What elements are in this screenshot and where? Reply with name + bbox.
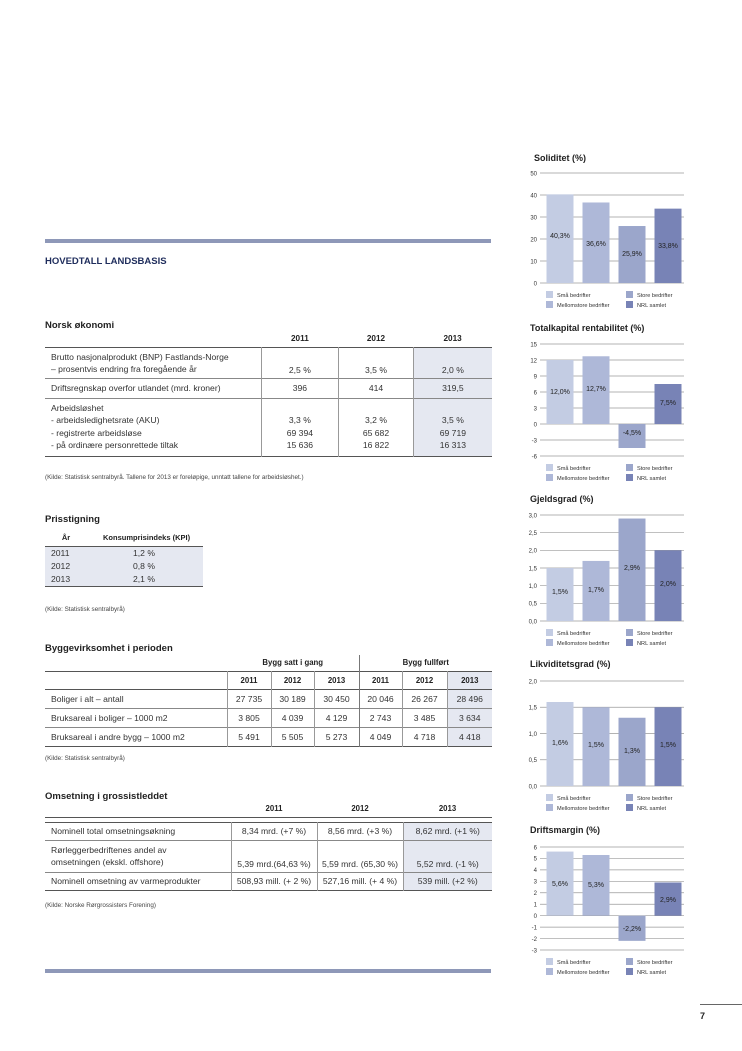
table-row	[45, 708, 492, 727]
row-label: Bruksareal i andre bygg – 1000 m2	[51, 731, 185, 742]
cell: 8,34 mrd. (+7 %)	[231, 822, 317, 840]
cell: 8,56 mrd. (+3 %)	[317, 822, 403, 840]
cell: 27 735	[227, 689, 271, 708]
legend-label: Små bedrifter	[557, 631, 591, 637]
cell: 3,5 %	[339, 347, 414, 378]
data-label: 1,5%	[588, 742, 604, 749]
tick-label: 6	[533, 390, 537, 397]
cell: 539 mill. (+2 %)	[403, 872, 492, 890]
legend-label: Mellomstore bedrifter	[557, 641, 610, 647]
tick-label: 3,0	[528, 513, 537, 520]
bygg-title: Byggevirksomhet i perioden	[45, 643, 173, 654]
cell: 4 129	[314, 708, 359, 727]
bygg-table	[45, 655, 492, 747]
year-header: 2011	[291, 334, 309, 344]
norsk-okonomi-table	[45, 327, 492, 457]
year-cell: 2011	[45, 546, 87, 559]
row-label: Rørleggerbedriftenes andel av	[51, 844, 167, 855]
likviditetsgrad-chart	[520, 674, 700, 814]
omsetning-table	[45, 800, 492, 891]
header-rule	[45, 239, 491, 243]
tick-label: 50	[530, 171, 537, 178]
group-header-completed: Bygg fullført	[359, 655, 492, 671]
tick-label: -2	[531, 936, 537, 943]
data-label: 7,5%	[660, 400, 676, 407]
cell: 2 743	[359, 708, 402, 727]
table-row	[45, 727, 492, 746]
tick-label: -1	[531, 925, 537, 932]
cell: 20 046	[359, 689, 402, 708]
kpi-cell: 2,1 %	[87, 572, 203, 586]
row-label: – prosentvis endring fra foregående år	[51, 363, 197, 374]
cell: 69 719	[439, 427, 467, 438]
cell: 16 313	[439, 440, 467, 450]
legend-label: Mellomstore bedrifter	[557, 476, 610, 482]
table-row	[45, 872, 492, 890]
cell: 5 505	[271, 727, 314, 746]
source-note: (Kilde: Norske Rørgrossisters Forening)	[45, 902, 156, 909]
tick-label: 3	[533, 879, 537, 886]
table-row	[45, 840, 492, 872]
cell: 8,62 mrd. (+1 %)	[403, 822, 492, 840]
legend-label: Mellomstore bedrifter	[557, 970, 610, 976]
legend-swatch	[546, 301, 553, 308]
year-header: 2011	[265, 803, 283, 813]
omsetning-title: Omsetning i grossistleddet	[45, 791, 168, 802]
row-label: Brutto nasjonalprodukt (BNP) Fastlands-Norge	[51, 351, 229, 362]
cell: 69 394	[286, 427, 314, 438]
year-header: 2011	[359, 671, 402, 689]
tick-label: -3	[531, 948, 537, 955]
row-label: - registrerte arbeidsløse	[51, 427, 142, 438]
legend-swatch	[546, 639, 553, 646]
legend-swatch	[546, 464, 553, 471]
legend-swatch	[626, 968, 633, 975]
chart-title: Gjeldsgrad (%)	[530, 494, 594, 504]
tick-label: 1,5	[528, 566, 537, 573]
tick-label: 40	[530, 193, 537, 200]
rentabilitet-chart	[520, 337, 700, 482]
source-note: (Kilde: Statistisk sentralbyrå)	[45, 606, 125, 613]
data-label: 25,9%	[622, 251, 642, 258]
cell: 414	[339, 378, 414, 398]
legend-swatch	[626, 301, 633, 308]
cell: 3 485	[402, 708, 447, 727]
data-label: 2,0%	[660, 581, 676, 588]
legend-label: NRL samlet	[637, 303, 667, 309]
kpi-cell: 0,8 %	[87, 559, 203, 572]
tick-label: 1,5	[528, 705, 537, 712]
row-label: Bruksareal i boliger – 1000 m2	[51, 712, 168, 723]
cell: 65 682	[362, 427, 390, 438]
cell: 3,3 %	[288, 415, 311, 425]
legend-label: NRL samlet	[637, 476, 667, 482]
year-cell: 2013	[45, 572, 87, 586]
prisstigning-title: Prisstigning	[45, 514, 100, 525]
cell: 4 049	[359, 727, 402, 746]
data-label: 1,6%	[552, 740, 568, 747]
cell: 3,5 %	[441, 415, 464, 425]
cell: 508,93 mill. (+ 2 %)	[231, 872, 317, 890]
cell: 3 805	[227, 708, 271, 727]
cell: 4 718	[402, 727, 447, 746]
row-label: Nominell omsetning av varmeprodukter	[51, 876, 201, 886]
tick-label: 15	[530, 342, 537, 349]
cell: 4 418	[447, 727, 492, 746]
data-label: 5,6%	[552, 881, 568, 888]
row-label: Arbeidsløshet	[51, 402, 104, 413]
legend-label: Små bedrifter	[557, 466, 591, 472]
year-header: 2013	[314, 671, 359, 689]
year-header: 2012	[351, 803, 369, 813]
data-label: 2,9%	[624, 565, 640, 572]
legend-label: Små bedrifter	[557, 293, 591, 299]
cell: 30 450	[314, 689, 359, 708]
row-label: Driftsregnskap overfor utlandet (mrd. kroner)	[51, 383, 221, 393]
tick-label: 4	[533, 868, 537, 875]
tick-label: 5	[533, 856, 537, 863]
cell: 527,16 mill. (+ 4 %)	[317, 872, 403, 890]
year-col-header: År	[61, 533, 71, 543]
tick-label: 1,0	[528, 731, 537, 738]
year-header: 2011	[227, 671, 271, 689]
tick-label: 0	[533, 281, 537, 288]
tick-label: 9	[533, 374, 537, 381]
data-label: 1,5%	[552, 589, 568, 596]
tick-label: 0	[533, 913, 537, 920]
tick-label: 10	[530, 259, 537, 266]
cell: 30 189	[271, 689, 314, 708]
legend-label: Store bedrifter	[637, 631, 673, 637]
data-label: -4,5%	[622, 430, 642, 437]
legend-swatch	[546, 958, 553, 965]
data-label: 12,7%	[586, 386, 606, 393]
table-row	[45, 572, 203, 586]
tick-label: 12	[530, 358, 537, 365]
driftsmargin-chart	[520, 840, 700, 980]
legend-label: NRL samlet	[637, 806, 667, 812]
kpi-cell: 1,2 %	[87, 546, 203, 559]
legend-swatch	[626, 639, 633, 646]
tick-label: -3	[531, 438, 537, 445]
cell: 2,0 %	[413, 347, 492, 378]
tick-label: 1	[533, 902, 537, 909]
year-header: 2012	[271, 671, 314, 689]
tick-label: 0,0	[528, 619, 537, 626]
tick-label: 2,0	[528, 548, 537, 555]
data-label: 1,5%	[660, 742, 676, 749]
year-header: 2013	[443, 334, 462, 344]
legend-swatch	[626, 794, 633, 801]
year-header: 2012	[402, 671, 447, 689]
legend-label: Mellomstore bedrifter	[557, 303, 610, 309]
cell: 28 496	[447, 689, 492, 708]
cell: 16 822	[362, 440, 390, 450]
data-label: 40,3%	[550, 233, 570, 240]
tick-label: 1,0	[528, 583, 537, 590]
cell: 5 273	[314, 727, 359, 746]
tick-label: 2,5	[528, 530, 537, 537]
legend-swatch	[546, 474, 553, 481]
legend-swatch	[626, 804, 633, 811]
cell: 15 636	[286, 440, 314, 450]
tick-label: 3	[533, 406, 537, 413]
chart-title: Driftsmargin (%)	[530, 825, 601, 835]
legend-swatch	[546, 629, 553, 636]
norsk-okonomi-title: Norsk økonomi	[45, 320, 115, 331]
cell: 3 634	[447, 708, 492, 727]
legend-label: NRL samlet	[637, 641, 667, 647]
cell: 5,52 mrd. (-1 %)	[403, 840, 492, 872]
data-label: 36,6%	[586, 241, 606, 248]
cell: 396	[261, 378, 339, 398]
footer-rule	[45, 969, 491, 973]
tick-label: -6	[531, 454, 537, 461]
legend-label: Store bedrifter	[637, 466, 673, 472]
row-label: Nominell total omsetningsøkning	[51, 826, 176, 836]
cell: 26 267	[402, 689, 447, 708]
tick-label: 0,5	[528, 601, 537, 608]
legend-label: Små bedrifter	[557, 960, 591, 966]
legend-swatch	[626, 629, 633, 636]
legend-swatch	[626, 291, 633, 298]
legend-swatch	[546, 794, 553, 801]
table-row	[45, 822, 492, 840]
cell: 5 491	[227, 727, 271, 746]
year-header: 2012	[366, 334, 386, 344]
legend-label: Store bedrifter	[637, 796, 673, 802]
tick-label: 0,0	[528, 784, 537, 791]
tick-label: 30	[530, 215, 537, 222]
data-label: 5,3%	[588, 882, 604, 889]
table-row	[45, 689, 492, 708]
prisstigning-table	[45, 530, 203, 587]
legend-swatch	[626, 958, 633, 965]
soliditet-chart	[520, 166, 700, 311]
page-heading: HOVEDTALL LANDSBASIS	[45, 256, 167, 267]
tick-label: 0,5	[528, 758, 537, 765]
legend-swatch	[626, 474, 633, 481]
tick-label: 2,0	[528, 679, 537, 686]
row-label: omsetningen (ekskl. offshore)	[51, 857, 164, 867]
gjeldsgrad-chart	[520, 508, 700, 650]
data-label: 33,8%	[658, 243, 678, 250]
cell: 5,39 mrd.(64,63 %)	[231, 840, 317, 872]
tick-label: 2	[533, 891, 537, 898]
legend-swatch	[546, 291, 553, 298]
table-row	[45, 546, 203, 559]
legend-label: Store bedrifter	[637, 960, 673, 966]
legend-label: Store bedrifter	[637, 293, 673, 299]
tick-label: 0	[533, 422, 537, 429]
table-row	[45, 559, 203, 572]
cell: 4 039	[271, 708, 314, 727]
source-note: (Kilde: Statistisk sentralbyrå. Tallene for 2013 er foreløpige, unntatt tallene for arbeidsløshet.)	[45, 474, 304, 481]
chart-title: Totalkapital rentabilitet (%)	[530, 323, 645, 333]
cell: 319,5	[413, 378, 492, 398]
data-label: 1,3%	[624, 748, 640, 755]
tick-label: 20	[530, 237, 537, 244]
data-label: 1,7%	[588, 587, 604, 594]
tick-label: 6	[533, 845, 537, 852]
table-row	[45, 378, 492, 398]
legend-swatch	[626, 464, 633, 471]
legend-label: NRL samlet	[637, 970, 667, 976]
data-label: 2,9%	[660, 897, 676, 904]
data-label: 12,0%	[550, 389, 570, 396]
row-label: - arbeidsledighetsrate (AKU)	[51, 415, 160, 425]
table-row	[45, 398, 492, 456]
table-row	[45, 347, 492, 378]
chart-title: Likviditetsgrad (%)	[530, 659, 611, 669]
year-cell: 2012	[45, 559, 87, 572]
group-header-started: Bygg satt i gang	[262, 658, 324, 668]
row-label: - på ordinære personrettede tiltak	[51, 440, 179, 450]
page-number: 7	[700, 1011, 706, 1021]
data-label: -2,2%	[622, 926, 642, 933]
cell: 2,5 %	[261, 347, 339, 378]
kpi-col-header: Konsumprisindeks (KPI)	[103, 533, 191, 543]
cell: 3,2 %	[364, 415, 387, 425]
source-note: (Kilde: Statistisk sentralbyrå)	[45, 755, 125, 762]
chart-title: Soliditet (%)	[534, 153, 586, 163]
year-header: 2013	[438, 803, 457, 813]
legend-label: Mellomstore bedrifter	[557, 806, 610, 812]
row-label: Boliger i alt – antall	[51, 693, 124, 704]
page-number-rule	[700, 1004, 742, 1005]
legend-swatch	[546, 804, 553, 811]
year-header: 2013	[447, 671, 492, 689]
legend-label: Små bedrifter	[557, 796, 591, 802]
legend-swatch	[546, 968, 553, 975]
cell: 5,59 mrd. (65,30 %)	[317, 840, 403, 872]
